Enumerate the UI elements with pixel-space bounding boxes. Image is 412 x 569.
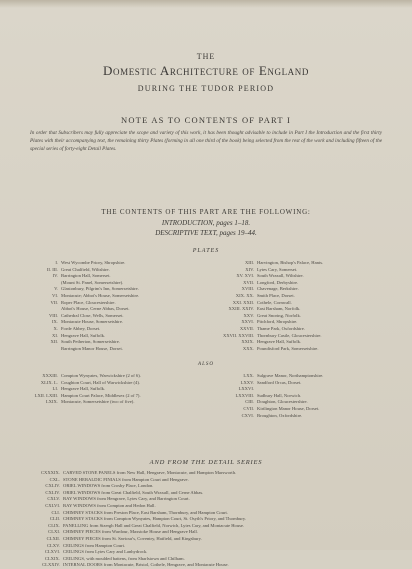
plate-number: CLI. (51, 509, 60, 515)
page-edge-shadow (0, 0, 412, 8)
plate-title: Montacute; Abbot's House, Somersetshire. (61, 292, 140, 298)
list-item (22, 490, 246, 497)
note-heading: NOTE AS TO CONTENTS OF PART I (121, 115, 291, 125)
list-item (218, 313, 323, 320)
plate-title: ORIEL WINDOWS from Crosby Place, London. (63, 483, 154, 489)
plate-number (28, 346, 61, 353)
contents-introduction: INTRODUCTION, pages 1–18. (161, 219, 251, 227)
plate-title: Compton Wynyates, Warwickshire (2 of 6). (61, 373, 141, 378)
plate-title: INTERNAL DOORS from Montacute, Bristol, Cothele, Hengrave, and Montacute House. (63, 562, 229, 568)
list-item (28, 267, 139, 274)
list-item (218, 286, 323, 293)
plate-title: Forde Abbey, Dorset. (61, 325, 101, 331)
plate-title: Poundisford Park, Somersetshire. (257, 345, 319, 351)
plate-number: CXLV. (47, 496, 60, 502)
plate-title: Sudbury Hall, Norwich. (257, 392, 302, 398)
plate-number: LXXV. (240, 379, 254, 385)
plate-title: BAY WINDOWS from Compton and Hedon Hall. (63, 502, 156, 508)
list-item (222, 373, 323, 380)
contents-heading: THE CONTENTS OF THIS PART ARE THE FOLLOWING: (101, 208, 311, 216)
plate-number: VIII. (48, 312, 58, 318)
plate-title: CHIMNEY PIECES from Wardour, Maxstoke House and Hengrave Hall. (63, 529, 198, 535)
plate-number: X. (53, 325, 58, 331)
list-item (218, 346, 323, 353)
plate-number: CLXV. (46, 542, 60, 548)
plate-title: Hengrave Hall, Suffolk. (61, 386, 106, 392)
plate-number: CXLVI. (45, 502, 60, 508)
plate-number: XXXIII. (42, 373, 58, 378)
plate-number: XIX. XX. (235, 292, 254, 298)
plate-number: IV. (52, 273, 58, 279)
list-item (20, 380, 141, 387)
plate-number: CLII. (49, 516, 60, 522)
plate-number: XIV. (245, 266, 254, 272)
plate-title: South Wraxall, Wiltshire. (257, 273, 304, 279)
also-heading: ALSO (198, 362, 214, 367)
list-item (218, 280, 323, 287)
plate-title: Doughton, Gloucestershire. (257, 399, 308, 405)
list-item (28, 260, 139, 267)
plate-title: Hengrave Hall, Suffolk. (61, 332, 106, 338)
plate-title: Thame Park, Oxfordshire. (257, 325, 305, 331)
list-item (28, 313, 139, 320)
list-item (28, 326, 139, 333)
plate-number: CXXXIX. (40, 470, 60, 475)
plate-number: CXLIV. (45, 489, 60, 495)
plate-title: BAY WINDOWS from Hengrave, Lytes Cary, and Barrington Court. (63, 496, 190, 502)
plate-title: South Petherton, Somersetshire. (61, 339, 120, 345)
list-item (218, 319, 323, 326)
also-right-column (222, 373, 323, 419)
plate-title: Barrington Hall, Somerset. (61, 273, 111, 279)
list-item (22, 477, 246, 484)
plate-title: ORIEL WINDOWS from Great Chalfield, South Wraxall, and Cerne Abbas. (63, 489, 204, 495)
plate-title: Abbot's House, Cerne Abbas, Dorset. (61, 306, 130, 312)
plate-number: XXVII. (239, 325, 254, 331)
page-subtitle: DURING THE TUDOR PERIOD (137, 84, 275, 93)
plate-title: Montacute House, Somersetshire. (61, 319, 124, 325)
list-item (28, 280, 139, 287)
list-item (20, 399, 141, 406)
list-item (20, 393, 141, 400)
list-item (22, 483, 246, 490)
list-item (22, 516, 246, 523)
plate-title: CARVED STONE PANELS from New Hall, Hengrave, Montacute, and Hampton Marsworth. (63, 470, 237, 475)
plate-title: Sandford Orcas, Dorset. (257, 379, 302, 385)
plate-number: LXXVIII. (235, 392, 254, 398)
plate-number: CXL. (49, 476, 60, 482)
list-item (222, 413, 323, 420)
plate-number: XII. (50, 339, 58, 345)
plate-number: XXV. (243, 312, 254, 318)
list-item (222, 406, 323, 413)
plate-title: Glastonbury, Pilgrim's Inn, Somersetshire. (61, 286, 139, 292)
plate-title: Coughton Court, Hall of Warwickshire (4). (61, 379, 141, 385)
list-item (28, 286, 139, 293)
page-title: Domestic Architecture of England (103, 63, 309, 78)
plate-number: LI. (52, 386, 58, 392)
plate-title: Longford, Derbyshire. (257, 279, 299, 285)
plate-title: Thornbury Castle, Gloucestershire. (257, 332, 322, 338)
plate-title: East Barsham, Norfolk. (257, 306, 301, 312)
plate-title: Cathedral Close, Wells, Somerset. (61, 312, 124, 318)
plate-number: XXIII. XXIV. (228, 306, 254, 312)
plate-number: CLIX. (48, 522, 60, 528)
plate-title: Hampton Court Palace, Middlesex (2 of 7). (61, 392, 141, 398)
plate-title: CHIMNEY STACKS from Compton Wynyates, Hampton Court, St. Osyth's Priory, and Thornbury. (63, 516, 246, 522)
list-item (222, 399, 323, 406)
plates-heading: PLATES (192, 248, 220, 254)
list-item (222, 380, 323, 387)
plate-number: CLXXIV. (42, 562, 60, 568)
list-item (222, 386, 323, 393)
plate-number: CLXII. (46, 535, 60, 541)
list-item (218, 260, 323, 267)
list-item (222, 393, 323, 400)
detail-list (22, 470, 246, 569)
list-item (22, 523, 246, 530)
plate-number: CLXIX. (44, 555, 60, 561)
plate-number: XXIX. (241, 339, 254, 345)
list-item (218, 300, 323, 307)
list-item (28, 300, 139, 307)
plate-number: CLXVI. (44, 549, 60, 555)
plate-title: Broughton, Oxfordshire. (257, 412, 303, 418)
list-item (218, 267, 323, 274)
plate-number: CXLIV. (45, 483, 60, 489)
detail-heading: AND FROM THE DETAIL SERIES (149, 459, 263, 466)
plate-number: XVII. (243, 279, 254, 285)
plate-title: Kirtlington Manor House, Dorset. (257, 405, 320, 411)
plate-title: CHIMNEY PIECES from St. Saviour's, Coventry, Hatfield, and Kingsbury. (63, 535, 202, 541)
plate-title: CEILINGS from Lytes Cary and Lanhydrock. (63, 549, 148, 555)
plate-title: Pitchford, Shropshire. (257, 319, 298, 325)
list-item (28, 319, 139, 326)
plate-title: West Wycombe Priory, Shropshire. (61, 260, 126, 265)
plate-number: XV. XVI. (236, 273, 254, 279)
plates-right-column (218, 260, 323, 352)
list-item (28, 306, 139, 313)
plate-number: XXX. (242, 345, 254, 351)
note-body: In order that Subscribers may fully appreciate the scope and variety of this work, it has been thought advisable to include in Part I the Introduction and the first thirty Plates with their accompanying text, the remaining thirty Plates (forming in all one third of the book) being selected from the rest of the work and including fifteen of the special series of forty-eight Detail Plates. (30, 130, 382, 152)
list-item (218, 339, 323, 346)
plate-number: XVIII. (241, 286, 254, 292)
plate-title: CHIMNEY STACKS from Preston Place, East Barsham, Thornbury, and Hampton Court. (63, 509, 228, 515)
plate-title: Cothele, Cornwall. (257, 299, 292, 305)
plate-number: LXXVI. (238, 386, 254, 392)
plate-title: STONE HERALDIC FINIALS from Hampton Court and Hengrave. (63, 476, 189, 482)
plate-number: VII. (50, 299, 58, 305)
list-item (28, 339, 139, 346)
list-item (218, 273, 323, 280)
plate-number: LXX. (243, 373, 254, 378)
list-item (20, 386, 141, 393)
plate-number: CIII. (245, 399, 254, 405)
plate-number: CVII. (243, 405, 254, 411)
list-item (20, 373, 141, 380)
plates-left-column (28, 260, 139, 352)
list-item (218, 326, 323, 333)
list-item (22, 562, 246, 569)
plate-number: VI. (52, 292, 58, 298)
plate-title: Barrington Manor House, Dorset. (61, 345, 123, 351)
plate-number: XXI. XXII. (232, 299, 254, 305)
plate-title: Smith Place, Dorset. (257, 292, 295, 298)
plate-number: CXVI. (241, 412, 254, 418)
plate-number: XXVII. XXVIII. (223, 332, 254, 338)
plate-title: Hengrave Hall, Suffolk. (257, 339, 302, 345)
plate-title: Roper Place, Gloucestershire. (61, 299, 116, 305)
also-left-column (20, 373, 141, 406)
plate-number (28, 280, 61, 287)
list-item (218, 293, 323, 300)
plate-title: Montacute, Somersetshire (two of five). (61, 399, 135, 405)
plate-title: Chavenage, Berkshire. (257, 286, 299, 292)
title-article: THE (196, 52, 216, 61)
plate-number: XIII. (244, 260, 254, 265)
list-item (28, 273, 139, 280)
plate-title: Harvington, Bishop's Palace, Hants. (257, 260, 324, 265)
list-item (22, 503, 246, 510)
plate-title: Great Snoring, Norfolk. (257, 312, 301, 318)
plate-title: PANELLING from Sizergh Hall and Great Chalfield, Norwich, Lytes Cary, and Montacute House. (63, 522, 245, 528)
plate-title: Great Chalfield, Wiltshire. (61, 266, 110, 272)
list-item (22, 543, 246, 550)
list-item (28, 346, 139, 353)
list-item (22, 549, 246, 556)
list-item (28, 333, 139, 340)
list-item (22, 470, 246, 477)
plate-title: (Mount St. Panel, Somersetshire). (61, 279, 124, 285)
list-item (218, 333, 323, 340)
list-item (22, 529, 246, 536)
plate-number: XLIX. L. (40, 379, 58, 385)
plate-number (28, 306, 61, 313)
plate-number: I. (55, 260, 58, 265)
plate-title: CEILINGS from Hampton Court. (63, 542, 126, 548)
plate-number: XI. (52, 332, 58, 338)
contents-descriptive: DESCRIPTIVE TEXT, pages 19–44. (155, 229, 257, 237)
plate-number: LXII. LXIII. (34, 392, 58, 398)
list-item (22, 536, 246, 543)
plate-number: XXVI. (241, 319, 254, 325)
plate-number: IX. (52, 319, 58, 325)
list-item (22, 510, 246, 517)
list-item (22, 496, 246, 503)
list-item (22, 556, 246, 563)
plate-number: II. III. (46, 266, 58, 272)
plate-number: LXIX. (45, 399, 58, 405)
list-item (28, 293, 139, 300)
plate-number: CLXI. (48, 529, 60, 535)
plate-number: V. (54, 286, 58, 292)
plate-title: CEILINGS, with moulded battens, from Sharlstown and Chilham. (63, 555, 185, 561)
list-item (218, 306, 323, 313)
plate-title: Lytes Cary, Somerset. (257, 266, 298, 272)
plate-title: Sulgrave Manor, Northamptonshire. (257, 373, 324, 378)
